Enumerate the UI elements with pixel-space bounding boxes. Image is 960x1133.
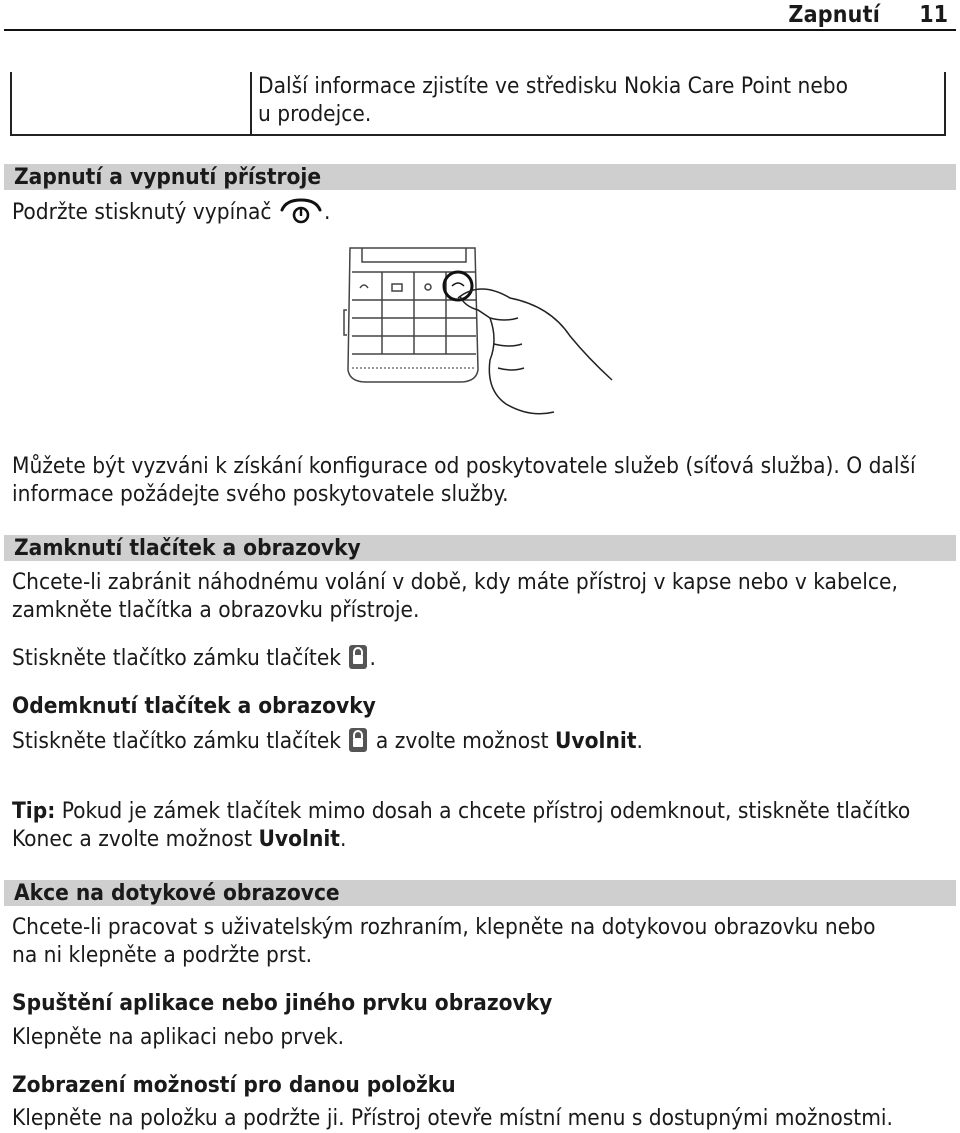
touch-desc-line-2: na ni klepněte a podržte prst.	[12, 942, 313, 968]
power-instruction	[12, 196, 952, 226]
tip-line-1	[12, 797, 952, 825]
tip-option: Uvolnit	[258, 826, 340, 852]
info-table	[10, 72, 946, 136]
unlock-instruction-end: .	[636, 728, 643, 754]
heading-options: Zobrazení možností pro danou položku	[12, 1072, 456, 1098]
heading-launch: Spuštění aplikace nebo jiného prvku obrazovky	[12, 990, 553, 1016]
tip	[12, 797, 952, 853]
power-note	[12, 452, 952, 508]
touch-desc-line-1: Chcete-li pracovat s uživatelským rozhraním, klepněte na dotykovou obrazovku nebo	[12, 914, 876, 940]
section-heading-power	[4, 164, 956, 190]
unlock-instruction-middle: a zvolte možnost	[369, 728, 555, 754]
options-text: Klepněte na položku a podržte ji. Přístroj otevře místní menu s dostupnými možnostmi.	[12, 1105, 893, 1131]
launch-text: Klepněte na aplikaci nebo prvek.	[12, 1024, 345, 1050]
tip-label: Tip:	[12, 798, 56, 824]
tip-line-2-end: .	[339, 826, 347, 852]
tip-line-1-rest: Pokud je zámek tlačítek mimo dosah a chcete přístroj odemknout, stiskněte tlačítko	[55, 798, 911, 824]
table-divider	[250, 72, 252, 134]
unlock-instruction-text: Stiskněte tlačítko zámku tlačítek	[12, 728, 342, 754]
section-heading-touch	[4, 880, 956, 906]
power-note-line-2: informace požádejte svého poskytovatele služby.	[12, 481, 509, 507]
lock-instruction	[12, 644, 952, 672]
section-heading-lock	[4, 535, 956, 561]
header-rule	[4, 29, 956, 31]
heading-lock-text: Zamknutí tlačítek a obrazovky	[14, 535, 361, 561]
page-number: 11	[919, 2, 948, 28]
power-note-line-1: Můžete být vyzváni k získání konfigurace od poskytovatele služeb (síťová služba). O další	[12, 453, 916, 479]
unlock-instruction	[12, 727, 952, 755]
power-instruction-text: Podržte stisknutý vypínač	[12, 199, 272, 225]
header-title: Zapnutí	[788, 2, 880, 28]
unlock-option: Uvolnit	[555, 728, 637, 754]
lock-key-icon	[347, 644, 369, 670]
tip-line-2-start: Konec a zvolte možnost	[12, 826, 259, 852]
heading-touch-text: Akce na dotykové obrazovce	[14, 880, 340, 906]
lock-instruction-text: Stiskněte tlačítko zámku tlačítek	[12, 645, 342, 671]
power-instruction-end: .	[324, 199, 331, 225]
heading-unlock: Odemknutí tlačítek a obrazovky	[12, 693, 376, 719]
phone-press-illustration	[330, 240, 630, 430]
power-key-icon	[278, 196, 324, 224]
lock-desc-line-2: zamkněte tlačítka a obrazovku přístroje.	[12, 597, 420, 623]
heading-power-text: Zapnutí a vypnutí přístroje	[14, 164, 322, 190]
page-header	[0, 0, 960, 30]
info-line-1: Další informace zjistíte ve středisku Nokia Care Point nebo	[258, 73, 849, 99]
tip-line-2	[12, 825, 952, 853]
info-cell	[258, 72, 938, 128]
lock-instruction-end: .	[369, 645, 376, 671]
lock-key-icon	[347, 727, 369, 753]
touch-description	[12, 913, 952, 969]
lock-description	[12, 568, 952, 624]
info-line-2: u prodejce.	[258, 101, 372, 127]
lock-desc-line-1: Chcete-li zabránit náhodnému volání v době, kdy máte přístroj v kapse nebo v kabelce,	[12, 569, 898, 595]
